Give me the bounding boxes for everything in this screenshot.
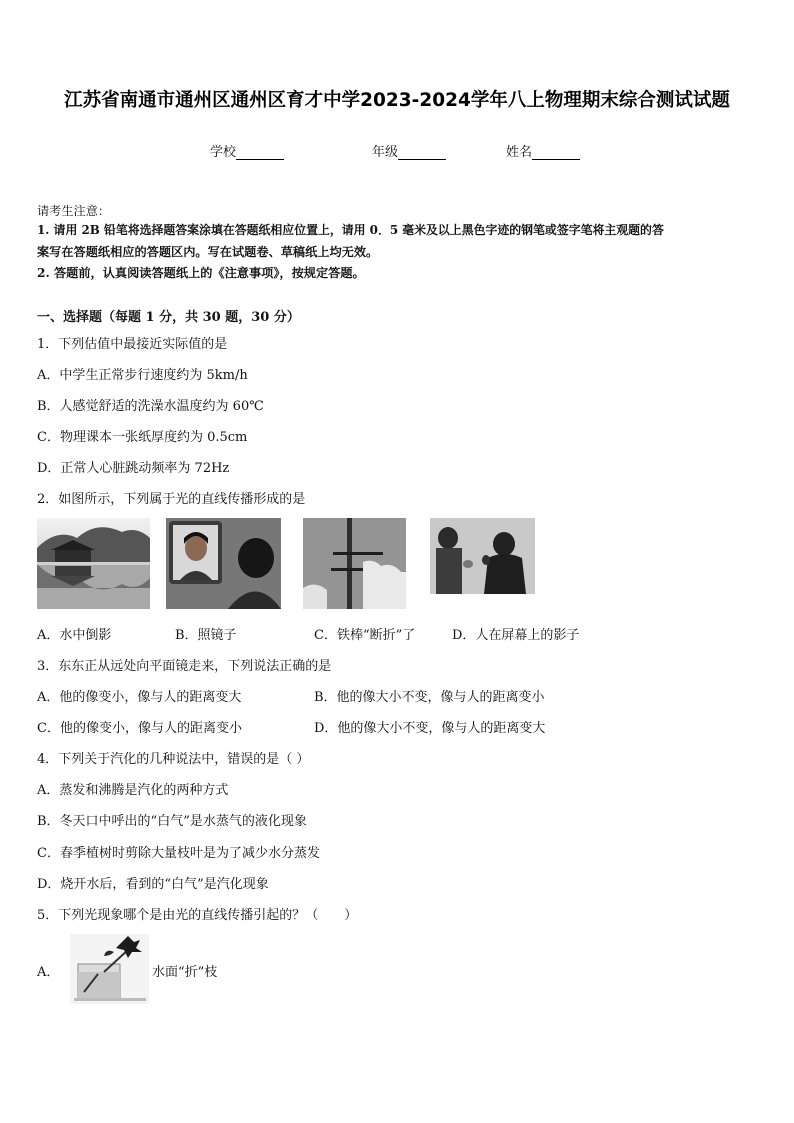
pavilion-reflection-photo	[37, 518, 150, 609]
q2-option-b: B．照镜子	[175, 628, 237, 643]
grade-blank	[398, 146, 446, 160]
bent-rod-photo	[303, 518, 406, 609]
q1-option-a: A．中学生正常步行速度约为 5km/h	[37, 368, 248, 383]
q2-option-c: C．铁棒“断折”了	[314, 628, 416, 643]
q4-option-d: D．烧开水后，看到的“白气”是汽化现象	[37, 877, 269, 892]
stem-in-water-photo	[70, 934, 149, 1004]
q1-option-c: C．物理课本一张纸厚度约为 0.5cm	[37, 430, 248, 445]
school-blank	[236, 146, 284, 160]
q2-stem: 2．如图所示，下列属于光的直线传播形成的是	[37, 492, 306, 507]
q2-option-d: D．人在屏幕上的影子	[452, 628, 580, 643]
name-field	[506, 141, 580, 160]
q3-stem: 3．东东正从远处向平面镜走来，下列说法正确的是	[37, 659, 332, 674]
notice-line-3: 2. 答题前，认真阅读答题纸上的《注意事项》，按规定答题。	[37, 266, 365, 280]
q1-option-d: D．正常人心脏跳动频率为 72Hz	[37, 461, 230, 476]
name-label: 姓名	[506, 145, 533, 160]
section-heading: 一、选择题（每题 1 分，共 30 题，30 分）	[37, 310, 300, 325]
q1-option-b: B．人感觉舒适的洗澡水温度约为 60℃	[37, 399, 264, 414]
q3-option-a: A．他的像变小，像与人的距离变大	[37, 690, 242, 705]
q3-option-b: B．他的像大小不变，像与人的距离变小	[314, 690, 545, 705]
grade-field	[372, 141, 446, 160]
school-field	[210, 141, 284, 160]
q5-option-a-label: A．	[37, 965, 60, 980]
q4-option-b: B．冬天口中呼出的“白气”是水蒸气的液化现象	[37, 814, 307, 829]
mirror-photo	[166, 518, 281, 609]
q5-stem: 5．下列光现象哪个是由光的直线传播引起的？（ ）	[37, 908, 358, 923]
grade-label: 年级	[372, 145, 399, 160]
q2-option-a: A．水中倒影	[37, 628, 112, 643]
q1-stem: 1．下列估值中最接近实际值的是	[37, 337, 228, 352]
q5-option-a-text: 水面“折”枝	[152, 965, 218, 980]
q3-option-c: C．他的像变小，像与人的距离变小	[37, 721, 242, 736]
notice-heading: 请考生注意：	[37, 204, 111, 218]
page-title: 江苏省南通市通州区通州区育才中学2023-2024学年八上物理期末综合测试试题	[64, 90, 730, 111]
q4-option-a: A．蒸发和沸腾是汽化的两种方式	[37, 783, 229, 798]
q4-stem: 4．下列关于汽化的几种说法中，错误的是（ ）	[37, 752, 310, 767]
school-label: 学校	[210, 145, 237, 160]
notice-line-1: 1. 请用 2B 铅笔将选择题答案涂填在答题纸相应位置上，请用 0．5 毫米及以上黑色字迹的钢笔或签字笔将主观题的答	[37, 223, 664, 237]
q3-option-d: D．他的像大小不变，像与人的距离变大	[314, 721, 546, 736]
name-blank	[532, 146, 580, 160]
q4-option-c: C．春季植树时剪除大量枝叶是为了减少水分蒸发	[37, 846, 320, 861]
shadow-photo	[430, 518, 535, 594]
notice-line-2: 案写在答题纸相应的答题区内。写在试题卷、草稿纸上均无效。	[37, 245, 379, 259]
